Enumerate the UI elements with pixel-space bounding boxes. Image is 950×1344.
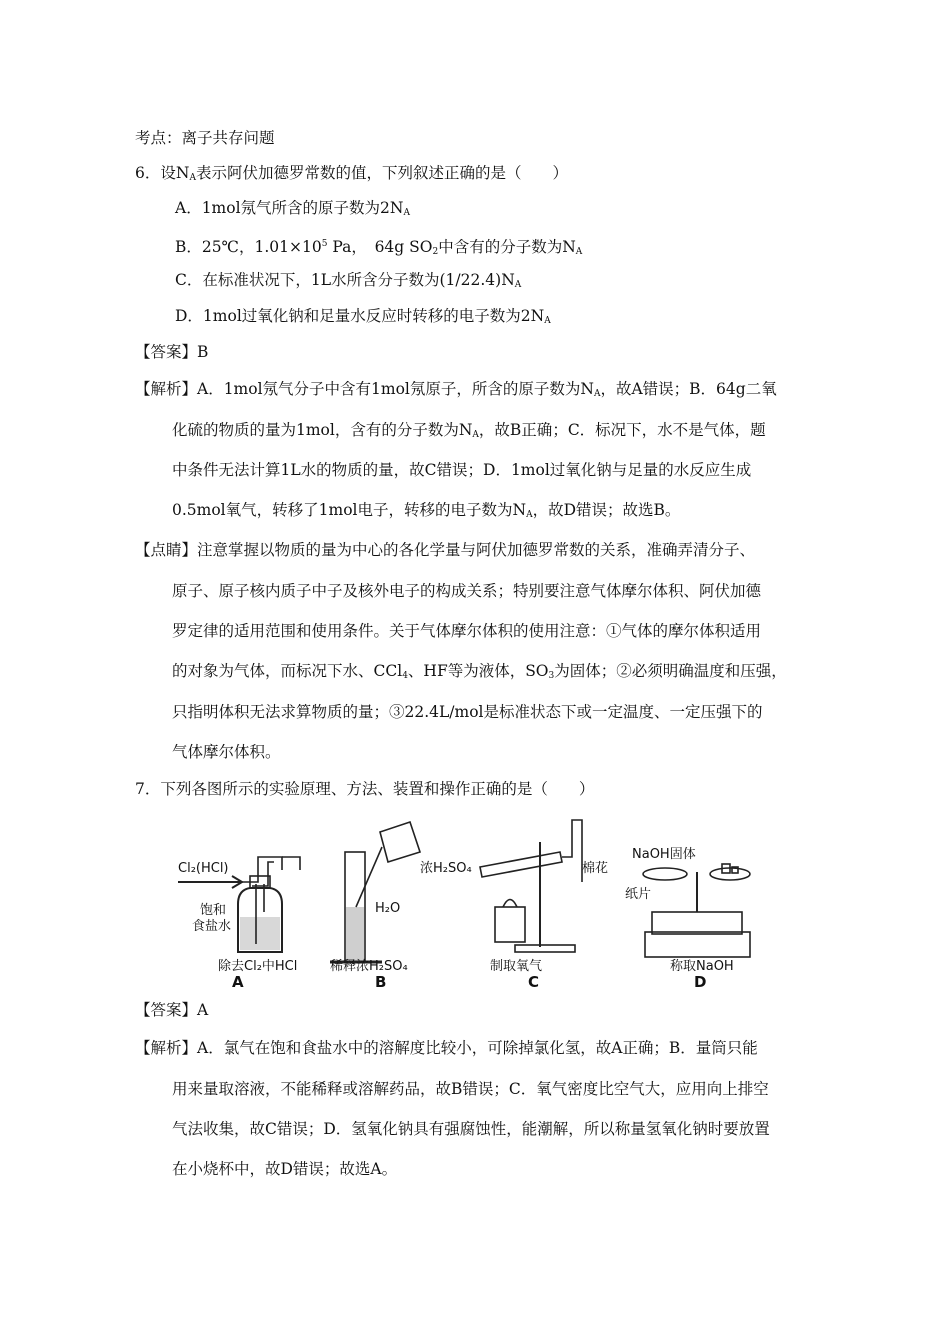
- q7-figure: [170, 812, 770, 987]
- apparatus-b-cylinder: [330, 822, 472, 987]
- apparatus-d-balance: [625, 846, 750, 987]
- q6-note-line-3: 罗定律的适用范围和使用条件。关于气体摩尔体积的使用注意：①气体的摩尔体积适用: [172, 622, 762, 640]
- svg-text:H₂O: H₂O: [375, 901, 401, 916]
- svg-text:D: D: [694, 973, 707, 987]
- q7-stem: 7．下列各图所示的实验原理、方法、装置和操作正确的是（ ）: [135, 780, 595, 798]
- q6-stem: 6．设$N_A$表示阿伏加德罗常数的值，下列叙述正确的是（ ）: [135, 164, 568, 183]
- apparatus-a-wash-bottle: [178, 857, 300, 987]
- q7-answer: 【答案】A: [135, 1001, 209, 1019]
- q6-note-line-1: 【点睛】注意掌握以物质的量为中心的各化学量与阿伏加德罗常数的关系，准确弄清分子、: [135, 541, 756, 559]
- q6-note-line-6: 气体摩尔体积。: [172, 743, 281, 761]
- q6-explanation-line-3: 中条件无法计算1L水的物质的量，故C错误；D．1mol过氧化钠与足量的水反应生成: [172, 461, 752, 479]
- svg-text:B: B: [375, 973, 387, 987]
- kaodian-line: 考点：离子共存问题: [135, 129, 275, 147]
- q6-option-b: B．25℃，$1.01\times 10^5$ Pa， 64g $SO_2$中含有的分子数为$N_A$: [175, 238, 583, 257]
- q7-explanation-line-3: 气法收集，故C错误；D．氢氧化钠具有强腐蚀性，能潮解，所以称量氢氧化钠时要放置: [172, 1120, 770, 1138]
- q6-explanation-line-2: 化硫的物质的量为1mol，含有的分子数为$N_A$，故B正确；C．标况下，水不是气体，题: [172, 421, 766, 440]
- svg-text:除去Cl₂中HCl: 除去Cl₂中HCl: [218, 959, 298, 974]
- svg-text:纸片: 纸片: [625, 887, 652, 902]
- svg-text:称取NaOH: 称取NaOH: [670, 959, 734, 974]
- q6-note-line-2: 原子、原子核内质子中子及核外电子的构成关系；特别要注意气体摩尔体积、阿伏加德: [172, 582, 762, 600]
- q6-note-line-5: 只指明体积无法求算物质的量；③22.4L/mol是标准状态下或一定温度、一定压强下的: [172, 703, 763, 721]
- q6-option-d: D．1mol过氧化钠和足量水反应时转移的电子数为$2N_A$: [175, 307, 551, 326]
- q7-explanation-line-2: 用来量取溶液，不能稀释或溶解药品，故B错误；C．氧气密度比空气大，应用向上排空: [172, 1080, 769, 1098]
- apparatus-c-oxygen: [480, 820, 608, 987]
- svg-text:A: A: [232, 973, 244, 987]
- svg-text:制取氧气: 制取氧气: [490, 959, 543, 974]
- q6-option-a: A．1mol氖气所含的原子数为$2N_A$: [175, 199, 410, 218]
- svg-text:稀释浓H₂SO₄: 稀释浓H₂SO₄: [330, 959, 408, 974]
- svg-text:Cl₂(HCl): Cl₂(HCl): [178, 861, 229, 876]
- q7-explanation-line-1: 【解析】A．氯气在饱和食盐水中的溶解度比较小，可除掉氯化氢，故A正确；B．量筒只能: [135, 1039, 758, 1057]
- svg-text:浓H₂SO₄: 浓H₂SO₄: [420, 861, 472, 876]
- q6-answer: 【答案】B: [135, 343, 209, 361]
- svg-text:NaOH固体: NaOH固体: [632, 847, 696, 862]
- svg-text:C: C: [528, 973, 540, 987]
- q6-explanation-line-1: 【解析】A．1mol氖气分子中含有1mol氖原子，所含的原子数为$N_A$，故A错误；B．64g二氧: [135, 380, 777, 399]
- q6-option-c: C．在标准状况下，1L水所含分子数为$(1/22.4)N_A$: [175, 271, 522, 290]
- svg-text:棉花: 棉花: [582, 861, 609, 876]
- svg-text:食盐水: 食盐水: [192, 919, 232, 934]
- q7-explanation-line-4: 在小烧杯中，故D错误；故选A。: [172, 1160, 398, 1178]
- q6-explanation-line-4: 0.5mol氧气，转移了1mol电子，转移的电子数为$N_A$，故D错误；故选B。: [172, 501, 681, 520]
- q6-note-line-4: 的对象为气体，而标况下水、CCl$_4$、HF等为液体，$SO_3$为固体；②必须明确温度和压强，: [172, 662, 787, 681]
- svg-text:饱和: 饱和: [200, 903, 227, 918]
